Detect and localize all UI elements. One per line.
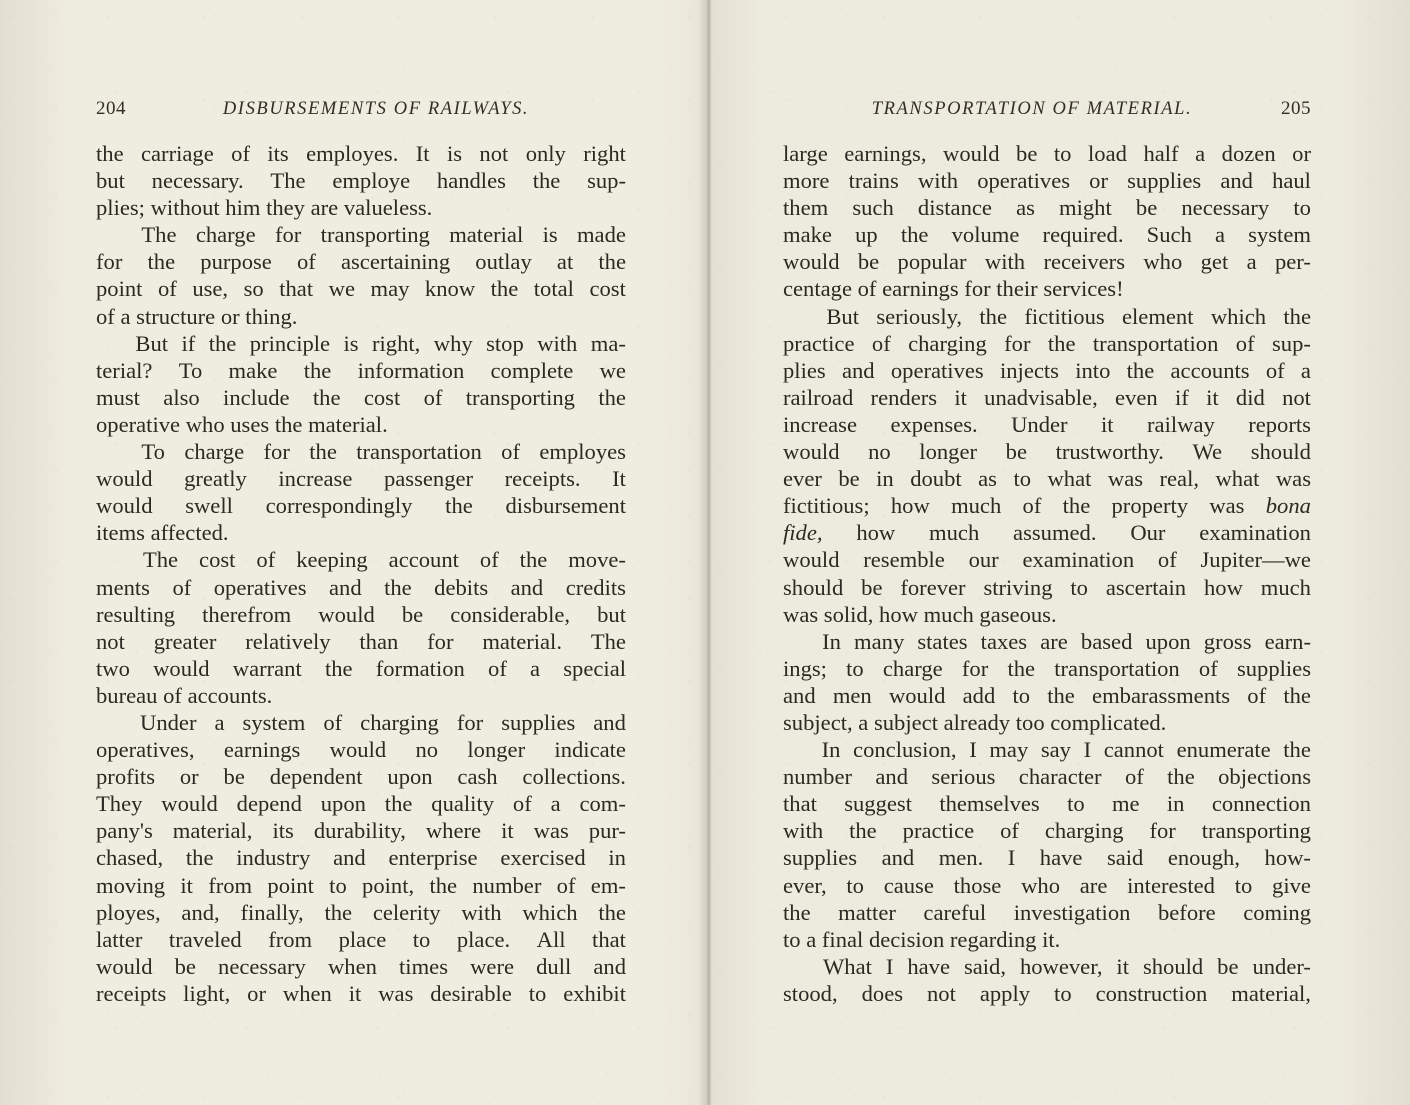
text-line: latter traveled from place to place. All that: [96, 926, 626, 952]
text-line: railroad renders it unadvisable, even if it did not: [783, 384, 1311, 410]
text-line: resulting therefrom would be considerable, but: [96, 601, 626, 627]
text-line: more trains with operatives or supplies and haul: [783, 168, 1311, 194]
text-line: receipts light, or when it was desirable to exhibit: [96, 980, 626, 1006]
text-line: would resemble our examination of Jupiter—we: [783, 547, 1311, 573]
text-line: was solid, how much gaseous.: [783, 601, 1057, 627]
text-line: should be forever striving to ascertain how much: [783, 574, 1311, 600]
text-line: would swell correspondingly the disbursement: [96, 493, 626, 519]
left-page-text-column: [96, 140, 626, 1007]
text-line: bureau of accounts.: [96, 682, 273, 708]
text-line: number and serious character of the objections: [783, 764, 1311, 790]
text-line: ments of operatives and the debits and credits: [96, 574, 626, 600]
text-line: with the practice of charging for transporting: [783, 818, 1311, 844]
text-line: ever, to cause those who are interested to give: [783, 872, 1311, 898]
left-page-number: 204: [96, 98, 126, 119]
text-line: make up the volume required. Such a system: [783, 222, 1311, 248]
right-running-head: [783, 96, 1311, 122]
text-line: The cost of keeping account of the move-: [142, 547, 626, 573]
text-line: ever be in doubt as to what was real, what was: [783, 466, 1311, 492]
text-line: practice of charging for the transportation of sup-: [783, 330, 1311, 356]
text-line: not greater relatively than for material. The: [96, 628, 626, 654]
text-line: But if the principle is right, why stop with ma-: [135, 330, 626, 356]
text-line: operative who uses the material.: [96, 411, 388, 437]
left-running-title: DISBURSEMENTS OF RAILWAYS.: [222, 99, 530, 119]
text-line: increase expenses. Under it railway reports: [783, 411, 1311, 437]
text-line: The charge for transporting material is made: [141, 222, 626, 248]
text-line: chased, the industry and enterprise exercised in: [96, 845, 626, 871]
text-line: plies; without him they are valueless.: [96, 195, 433, 221]
text-line: must also include the cost of transporting the: [96, 384, 626, 410]
text-line: To charge for the transportation of employes: [141, 439, 626, 465]
text-line: What I have said, however, it should be under-: [822, 953, 1311, 979]
text-line: two would warrant the formation of a special: [96, 655, 626, 681]
text-line: the matter careful investigation before coming: [783, 899, 1311, 925]
text-line: stood, does not apply to construction material,: [783, 980, 1311, 1006]
text-line: ployes, and, finally, the celerity with which the: [96, 899, 626, 925]
text-line: supplies and men. I have said enough, how-: [783, 845, 1311, 871]
text-line: that suggest themselves to me in connection: [783, 791, 1311, 817]
right-running-title: TRANSPORTATION OF MATERIAL.: [871, 99, 1193, 119]
text-line: fide, how much assumed. Our examination: [783, 520, 1311, 546]
text-line: operatives, earnings would no longer indicate: [96, 737, 626, 763]
text-line: point of use, so that we may know the total cost: [96, 276, 626, 302]
text-line: subject, a subject already too complicated.: [783, 709, 1167, 735]
text-line: Under a system of charging for supplies and: [140, 709, 626, 735]
text-line: items affected.: [96, 520, 229, 546]
text-line: of a structure or thing.: [96, 303, 298, 329]
text-line: for the purpose of ascertaining outlay at the: [96, 249, 626, 275]
left-running-head: [96, 96, 626, 122]
text-line: centage of earnings for their services!: [783, 276, 1124, 302]
text-line: them such distance as might be necessary to: [783, 195, 1311, 221]
text-line: They would depend upon the quality of a com-: [96, 791, 626, 817]
text-line: would no longer be trustworthy. We should: [783, 439, 1311, 465]
right-page-number: 205: [1281, 98, 1311, 119]
text-line: large earnings, would be to load half a dozen or: [783, 141, 1311, 166]
text-line: moving it from point to point, the number of em-: [96, 872, 626, 898]
text-line: In conclusion, I may say I cannot enumerate the: [821, 737, 1311, 763]
text-line: would be necessary when times were dull and: [96, 953, 626, 979]
right-page-text-column: [783, 140, 1311, 1007]
text-line: but necessary. The employe handles the sup-: [96, 168, 626, 194]
text-line: and men would add to the embarassments of the: [783, 682, 1311, 708]
text-line: the carriage of its employes. It is not only right: [96, 141, 626, 166]
text-line: But seriously, the fictitious element which the: [826, 303, 1311, 329]
text-line: pany's material, its durability, where it was pur-: [96, 818, 626, 844]
text-line: would be popular with receivers who get a per-: [783, 249, 1311, 275]
text-line: would greatly increase passenger receipts. It: [96, 466, 626, 492]
text-line: to a final decision regarding it.: [783, 926, 1061, 952]
text-line: terial? To make the information complete we: [96, 357, 626, 383]
text-line: In many states taxes are based upon gross earn-: [822, 628, 1311, 654]
text-line: profits or be dependent upon cash collections.: [96, 764, 626, 790]
text-line: fictitious; how much of the property was bona: [783, 493, 1311, 519]
text-line: plies and operatives injects into the accounts of a: [783, 357, 1311, 383]
text-line: ings; to charge for the transportation of supplies: [783, 655, 1311, 681]
